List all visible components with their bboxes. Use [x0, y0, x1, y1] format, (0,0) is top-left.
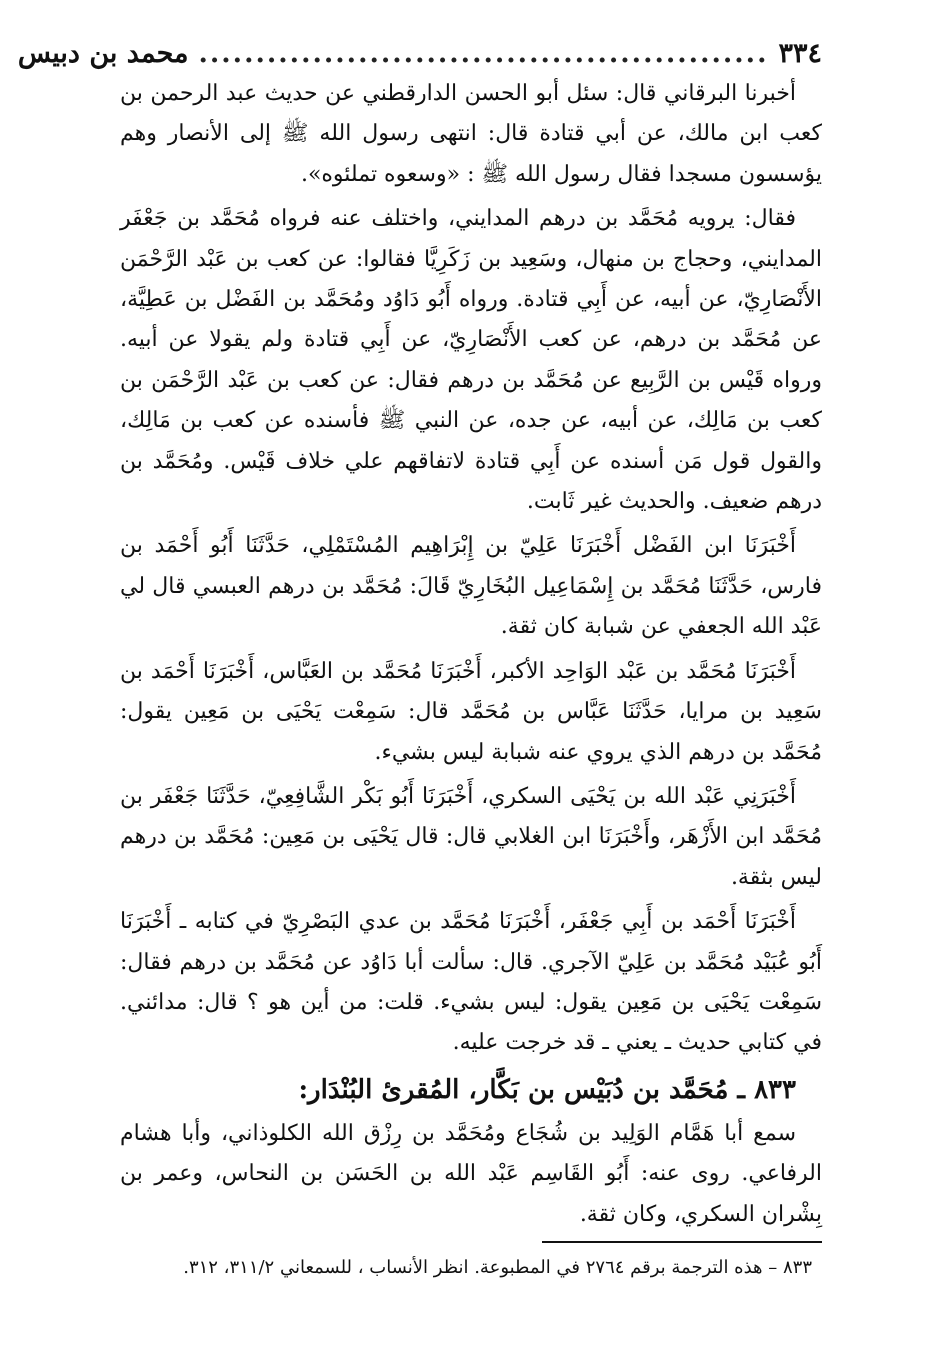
entry-paragraph: سمع أبا هَمَّام الوَلِيد بن شُجَاع ومُحَمَّد بن رِزْق الله الكلوذاني، وأبا هشام الرفاعي. روى عنه: أَبُو القَاسِم عَبْد الله بن الحَسَن بن النحاس، وعمر بن بِشْران السكري، وكان ثقة. — [120, 1120, 822, 1227]
running-title: محمد بن دبيس — [17, 38, 189, 69]
entry-heading: ٨٣٣ ـ مُحَمَّد بن دُبَيْس بن بَكَّار، المُقرئ البُنْدَار: — [298, 1074, 796, 1105]
paragraph: فقال: يرويه مُحَمَّد بن درهم المدايني، واختلف عنه فرواه مُحَمَّد بن جَعْفَر المدايني، وحجاج بن منهال، وسَعِيد بن زَكَرِيَّا فقالوا: عن كعب بن عَبْد الرَّحْمَن الأَنْصَارِيّ، عن أبيه، عن أَبِي قتادة. ورواه أَبُو دَاوُد ومُحَمَّد بن الفَضْل بن عَطِيَّة، عن مُحَمَّد بن درهم، عن كعب الأَنْصَارِيّ، عن أَبِي قتادة ولم يقولا عن أبيه. ورواه قَيْس بن الرَّبِيع عن مُحَمَّد بن درهم فقال: عن كعب بن عَبْد الرَّحْمَن بن كعب بن مَالِك، عن أبيه، عن جده، عن النبي ﷺ فأسنده عن كعب بن مَالِك، والقول قول مَن أسنده عن أَبِي قتادة لاتفاقهم علي خلاف قَيْس. ومُحَمَّد بن درهم ضعيف. والحديث غير ثَابت. — [120, 206, 822, 515]
body-text — [120, 74, 822, 1235]
paragraph: أَخْبَرَنَا ابن الفَضْل أَخْبَرَنَا عَلِيّ بن إِبْرَاهِيم المُسْتَمْلِي، حَدَّثَنَا أَبُو أَحْمَد بن فارس، حَدَّثَنَا مُحَمَّد بن إِسْمَاعِيل البُخَارِيّ قَالَ: مُحَمَّد بن درهم العبسي قال لي عَبْد الله الجعفي عن شبابة كان ثقة. — [120, 533, 822, 640]
running-head — [17, 34, 822, 74]
paragraph: أَخْبَرَنَا مُحَمَّد بن عَبْد الوَاحِد الأكبر، أَخْبَرَنَا مُحَمَّد بن العَبَّاس، أَخْبَرَنَا أَحْمَد بن سَعِيد بن مرايا، حَدَّثَنَا عَبَّاس بن مُحَمَّد قال: سَمِعْت يَحْيَى بن مَعِين يقول: مُحَمَّد بن درهم الذي يروي عنه شبابة ليس بشيء. — [120, 658, 822, 765]
paragraph: أَخْبَرَنِي عَبْد الله بن يَحْيَى السكري، أَخْبَرَنَا أَبُو بَكْر الشَّافِعِيّ، حَدَّثَنَا جَعْفَر بن مُحَمَّد ابن الأَزْهَر، وأَخْبَرَنَا ابن الغلابي قال: قال يَحْيَى بن مَعِين: مُحَمَّد بن درهم ليس بثقة. — [120, 783, 822, 890]
leader-dots: .................................................. — [198, 38, 769, 69]
paragraph: أخبرنا البرقاني قال: سئل أبو الحسن الدارقطني عن حديث عبد الرحمن بن كعب ابن مالك، عن أبي قتادة قال: انتهى رسول الله ﷺ إلى الأنصار وهم يؤسسون مسجدا فقال رسول الله ﷺ : «وسعوه تملئوه». — [120, 81, 822, 187]
page-number: ٣٣٤ — [778, 38, 822, 69]
paragraph: أَخْبَرَنَا أَحْمَد بن أَبِي جَعْفَر، أَخْبَرَنَا مُحَمَّد بن عدي البَصْرِيّ في كتابه ـ أَخْبَرَنَا أَبُو عُبَيْد مُحَمَّد بن عَلِيّ الآجري. قال: سألت أبا دَاوُد عن مُحَمَّد بن درهم فقال: سَمِعْت يَحْيَى بن مَعِين يقول: ليس بشيء. قلت: من أين هو ؟ قال: مدائني. في كتابي حديث ـ يعني ـ قد خرجت عليه. — [120, 909, 822, 1056]
footnote: ٨٣٣ – هذه الترجمة برقم ٢٧٦٤ في المطبوعة. انظر الأنساب ، للسمعاني ٣١١/٢، ٣١٢. — [183, 1256, 812, 1278]
footnote-rule — [542, 1241, 822, 1243]
